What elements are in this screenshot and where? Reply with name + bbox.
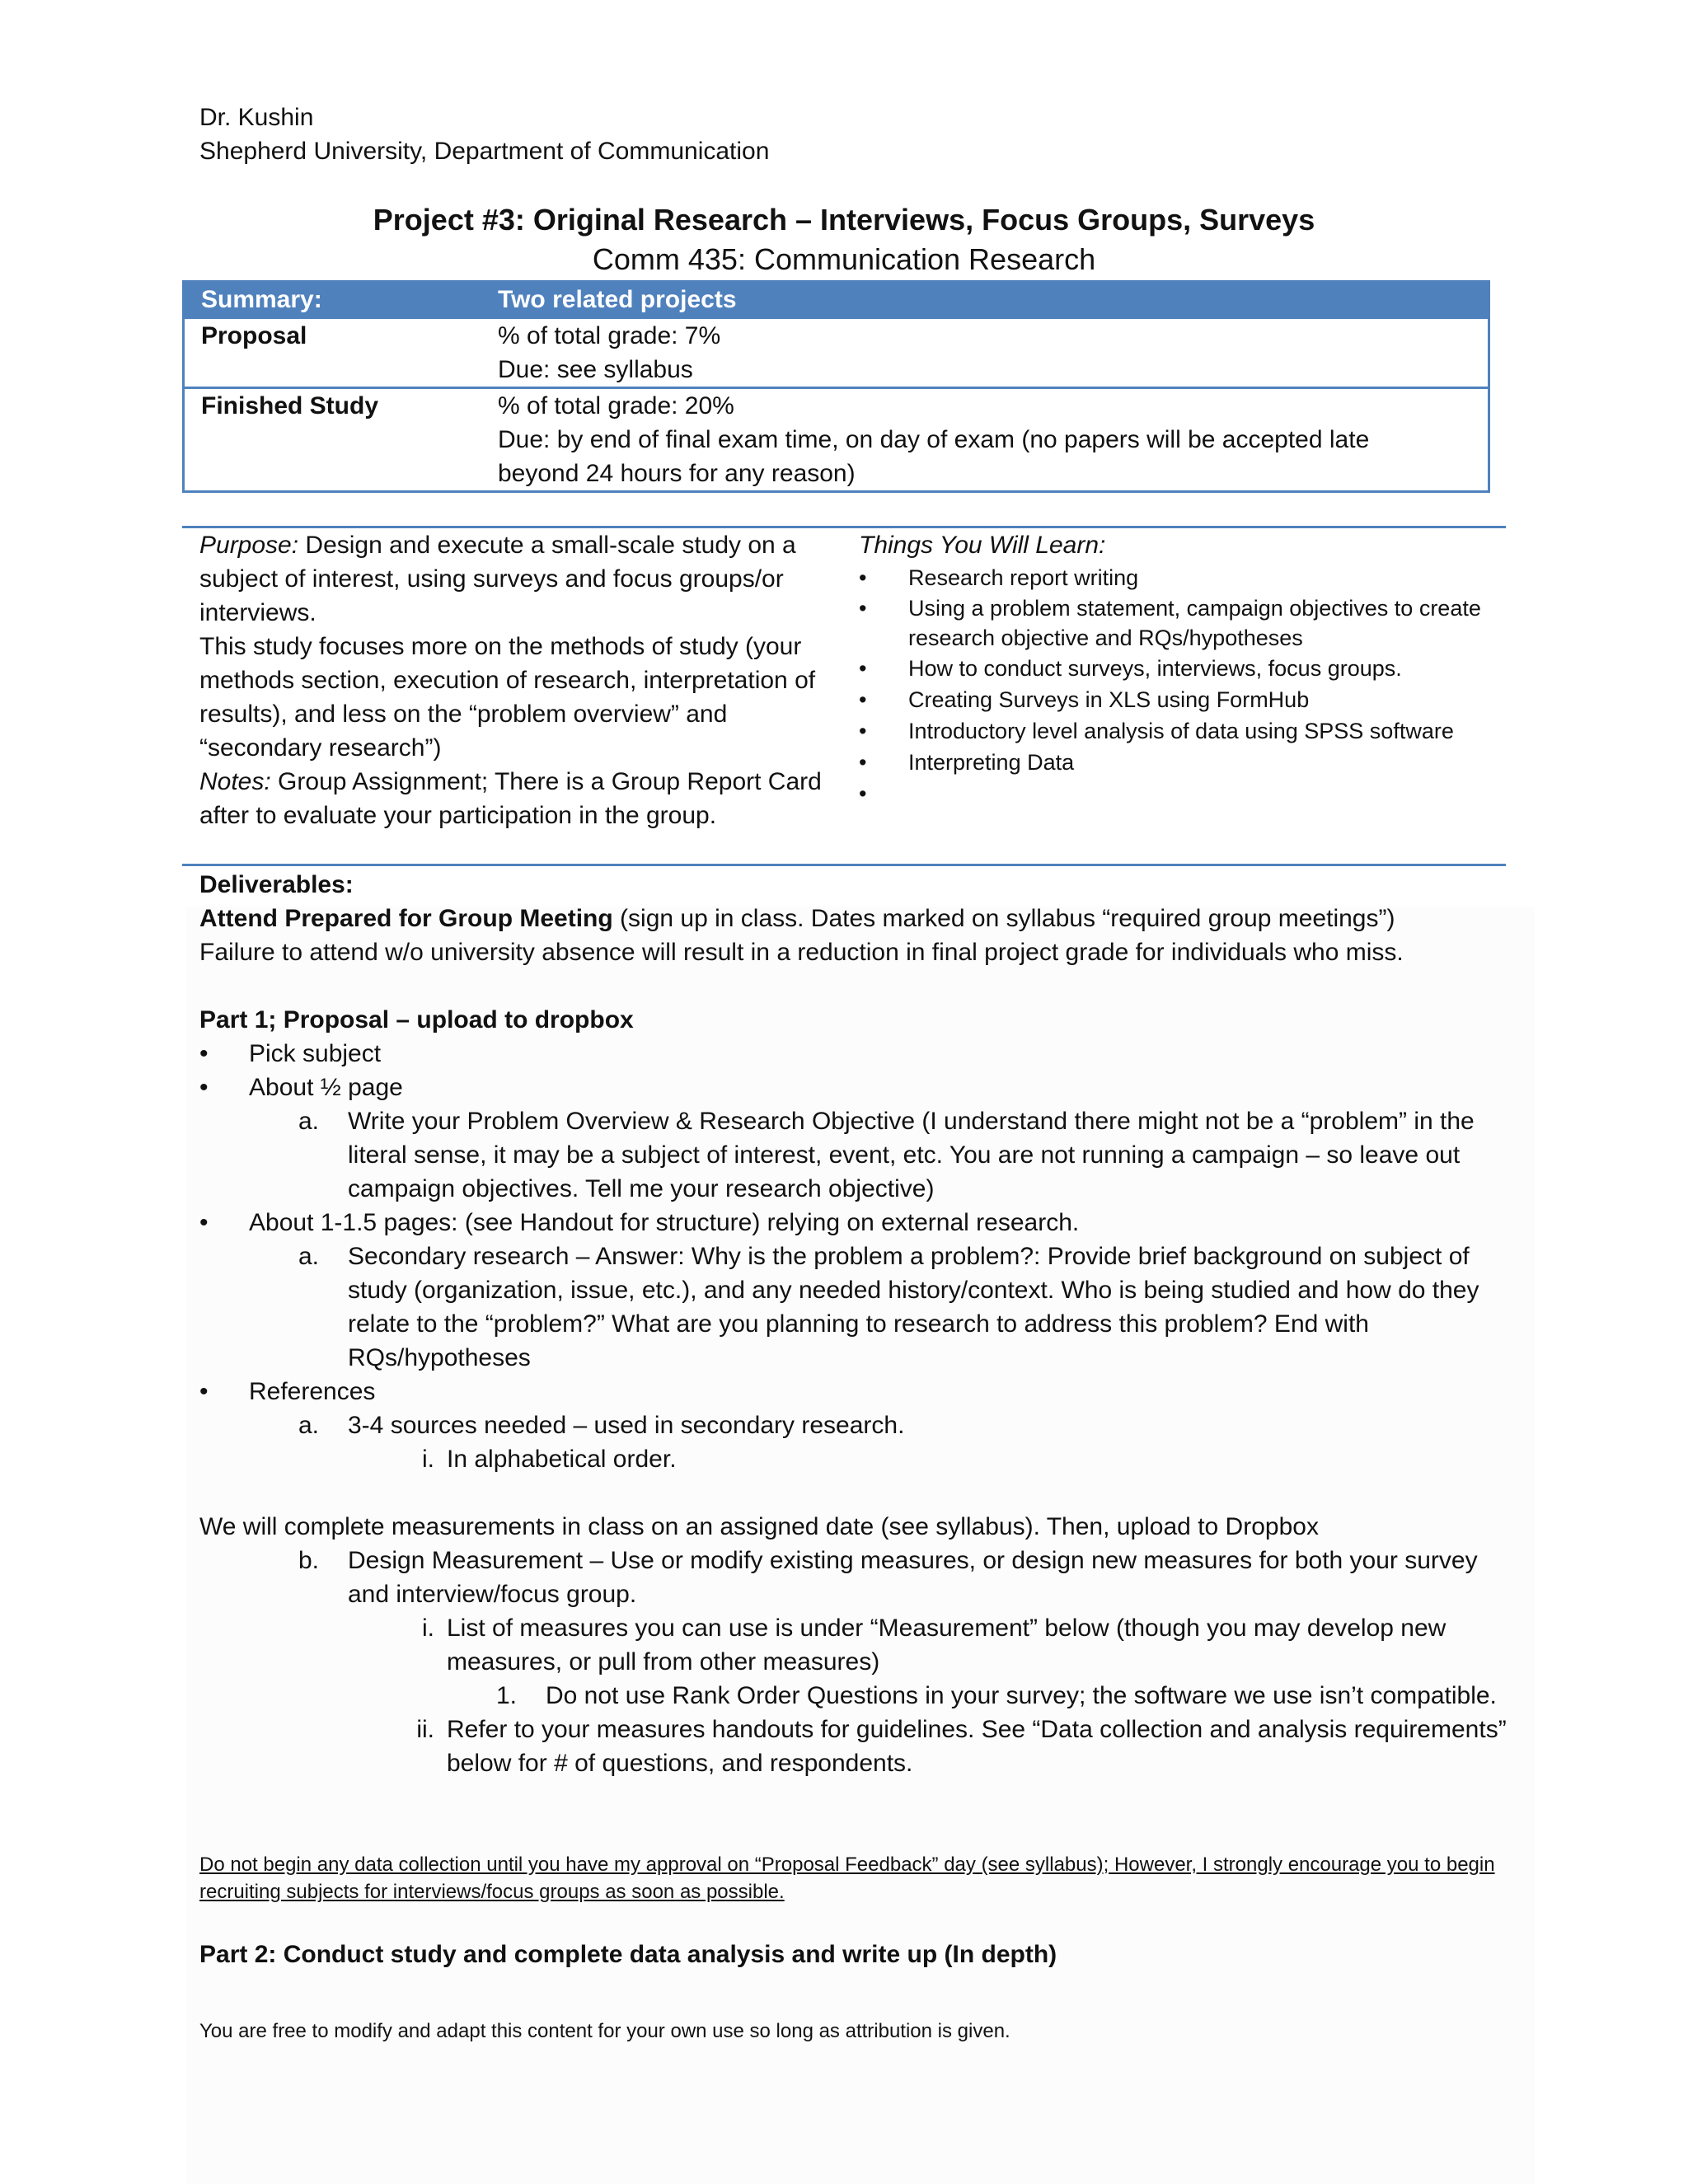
bullet-icon: • [859, 656, 867, 681]
attribution-text: You are free to modify and adapt this content for your own use so long as attribution is given. [199, 2020, 1010, 2042]
focus-paragraph: This study focuses more on the methods of study (your methods section, execution of research, interpretation of results), and less on the “problem overview” and “secondary research”) [199, 633, 816, 762]
bullet-icon: • [859, 565, 867, 590]
summary-table [182, 280, 1490, 493]
list-item: • Creating Surveys in XLS using FormHub [859, 684, 1510, 715]
attend-paragraph: Attend Prepared for Group Meeting (sign up in class. Dates marked on syllabus “required group meetings”) [199, 905, 1395, 932]
list-item: • Research report writing [859, 562, 1510, 593]
part2-heading: Part 2: Conduct study and complete data analysis and write up (In depth) [199, 1941, 1057, 1968]
list-item: a. 3-4 sources needed – used in secondary research. [298, 1412, 905, 1439]
bullet-icon: • [859, 596, 867, 621]
department-name: Shepherd University, Department of Communication [199, 138, 770, 165]
deliverables-heading: Deliverables: [199, 871, 354, 898]
list-item: i. In alphabetical order. [422, 1446, 677, 1473]
author-name: Dr. Kushin [199, 104, 314, 131]
summary-row-details [498, 319, 1488, 387]
list-item: • How to conduct surveys, interviews, focus groups. [859, 653, 1510, 684]
purpose-text: Design and execute a small-scale study on a subject of interest, using surveys and focus groups/or interviews. [199, 532, 796, 626]
summary-row-finished-study [185, 387, 1488, 490]
course-name: Comm 435: Communication Research [592, 242, 1096, 276]
summary-row-proposal [185, 316, 1488, 387]
bullet-icon: • [199, 1040, 209, 1067]
bullet-icon: • [199, 1378, 209, 1405]
learning-block [859, 528, 1510, 806]
failure-paragraph: Failure to attend w/o university absence will result in a reduction in final project grade for individuals who miss. [199, 939, 1404, 966]
bullet-icon: • [859, 687, 867, 712]
list-item: • About 1-1.5 pages: (see Handout for structure) relying on external research. [199, 1206, 1518, 1240]
list-item: 1. Do not use Rank Order Questions in your survey; the software we use isn’t compatible. [496, 1682, 1497, 1709]
notes-text: Group Assignment; There is a Group Report Card after to evaluate your participation in the group. [199, 768, 822, 829]
list-item: a. Secondary research – Answer: Why is the problem a problem?: Provide brief background on subject of study (organization, issue, etc.), and any needed history/context. Who is being studied and how do they relate to the “problem?” What are you planning to research to address this problem? End with RQs/hypotheses [298, 1243, 1479, 1371]
summary-row-label: Finished Study [201, 392, 379, 419]
list-item: i. List of measures you can use is under “Measurement” below (though you may develop new measures, or pull from other measures) [422, 1615, 1447, 1675]
summary-line: % of total grade: 7% [498, 322, 721, 349]
summary-line: beyond 24 hours for any reason) [498, 460, 856, 487]
list-item: • About ½ page [199, 1071, 1518, 1104]
list-item: • Using a problem statement, campaign objectives to create research objective and RQs/hypotheses [859, 593, 1510, 653]
list-item: • Pick subject [199, 1037, 1518, 1071]
summary-line: Due: by end of final exam time, on day of exam (no papers will be accepted late [498, 426, 1370, 453]
list-item: • Interpreting Data [859, 747, 1510, 778]
summary-line: % of total grade: 20% [498, 392, 734, 419]
notes-paragraph [199, 765, 842, 832]
document-title: Project #3: Original Research – Interviews, Focus Groups, Surveys [373, 203, 1315, 237]
deliverables-section [199, 868, 1518, 1780]
notes-label: Notes: [199, 768, 271, 795]
summary-header-label: Summary: [201, 286, 322, 313]
learning-heading: Things You Will Learn: [859, 532, 1106, 559]
learning-list [859, 562, 1510, 806]
summary-line: Due: see syllabus [498, 356, 693, 383]
section-divider-bottom [182, 864, 1506, 866]
measurement-intro: We will complete measurements in class on an assigned date (see syllabus). Then, upload to Dropbox [199, 1513, 1319, 1540]
list-item: • References [199, 1375, 1518, 1408]
summary-row-label: Proposal [201, 322, 307, 349]
list-item: a. Write your Problem Overview & Research Objective (I understand there might not be a “problem” in the literal sense, it may be a subject of interest, event, etc. You are not running a campaign – so leave out campaign objectives. Tell me your research objective) [298, 1108, 1475, 1202]
bullet-icon: • [199, 1209, 209, 1236]
purpose-label: Purpose: [199, 532, 299, 559]
summary-table-header [185, 283, 1488, 316]
list-item: ii. Refer to your measures handouts for guidelines. See “Data collection and analysis requirements” below for # of questions, and respondents. [416, 1716, 1507, 1777]
summary-header-value: Two related projects [498, 286, 737, 313]
document-header [199, 101, 769, 168]
purpose-paragraph [199, 528, 842, 630]
list-item: b. Design Measurement – Use or modify existing measures, or design new measures for both your survey and interview/focus group. [298, 1547, 1478, 1608]
bullet-icon: • [859, 719, 867, 743]
summary-row-details [498, 389, 1488, 490]
bullet-icon: • [859, 781, 867, 806]
bullet-icon: • [199, 1074, 209, 1101]
bullet-icon: • [859, 750, 867, 775]
purpose-block [199, 528, 842, 832]
list-item: • Introductory level analysis of data using SPSS software [859, 715, 1510, 747]
data-collection-note: Do not begin any data collection until you have my approval on “Proposal Feedback” day (see syllabus); However, I strongly encourage you to begin recruiting subjects for interviews/focus groups as soon as possible. [199, 1854, 1495, 1903]
part1-heading: Part 1; Proposal – upload to dropbox [199, 1006, 634, 1033]
